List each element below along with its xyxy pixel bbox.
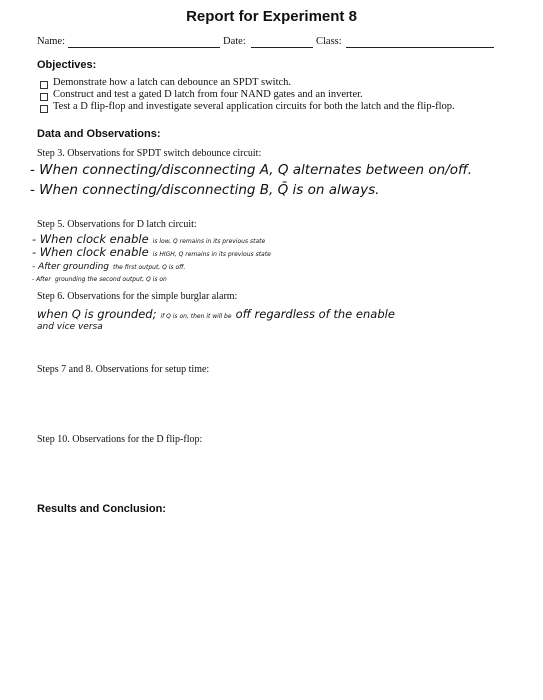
report-title: Report for Experiment 8	[186, 8, 357, 25]
step6-note-tail: off regardless of the enable	[235, 307, 395, 321]
class-field[interactable]	[346, 47, 494, 48]
step5-note-4-tail: grounding the second output, Q is on	[54, 276, 167, 283]
step5-note-3-tail: the first output, Q is off.	[113, 264, 186, 271]
objective-1: Demonstrate how a latch can debounce an SPDT switch.	[53, 77, 292, 88]
checkbox-objective-2[interactable]	[40, 93, 48, 101]
step6-label: Step 6. Observations for the simple burglar alarm:	[37, 291, 238, 302]
date-field[interactable]	[251, 47, 313, 48]
checkbox-objective-3[interactable]	[40, 105, 48, 113]
step5-note-4-lead: - After	[32, 276, 51, 283]
objective-3: Test a D flip-flop and investigate several application circuits for both the latch and the flip-flop.	[53, 101, 455, 112]
name-field[interactable]	[68, 47, 220, 48]
step6-handwritten-note-line2: and vice versa	[37, 322, 103, 332]
step6-handwritten-note	[37, 305, 395, 323]
step6-note-small: if Q is on, then it will be	[160, 313, 232, 320]
step10-label: Step 10. Observations for the D flip-flop:	[37, 434, 203, 445]
class-label: Class:	[316, 36, 342, 47]
data-observations-heading: Data and Observations:	[37, 128, 161, 140]
step3-handwritten-note-2: - When connecting/disconnecting B, Q̄ is on always.	[30, 182, 380, 198]
date-label: Date:	[223, 36, 246, 47]
step78-label: Steps 7 and 8. Observations for setup time:	[37, 364, 210, 375]
step5-label: Step 5. Observations for D latch circuit:	[37, 219, 197, 230]
step5-note-1-tail: is low, Q remains in its previous state	[152, 238, 266, 245]
objective-2: Construct and test a gated D latch from four NAND gates and an inverter.	[53, 89, 363, 100]
step3-handwritten-note-1: - When connecting/disconnecting A, Q alternates between on/off.	[30, 162, 473, 178]
step5-note-3-lead: - After grounding	[32, 262, 110, 272]
name-label: Name:	[37, 36, 65, 47]
step3-label: Step 3. Observations for SPDT switch debounce circuit:	[37, 148, 262, 159]
results-conclusion-heading: Results and Conclusion:	[37, 503, 166, 515]
step5-handwritten-note-4	[32, 268, 167, 286]
objectives-heading: Objectives:	[37, 59, 97, 71]
step6-note-lead: when Q is grounded;	[37, 307, 157, 321]
step5-note-2-lead: - When clock enable	[32, 245, 149, 259]
checkbox-objective-1[interactable]	[40, 81, 48, 89]
step5-note-2-tail: is HIGH, Q remains in its previous state	[152, 251, 271, 258]
step5-note-1-lead: - When clock enable	[32, 232, 149, 246]
